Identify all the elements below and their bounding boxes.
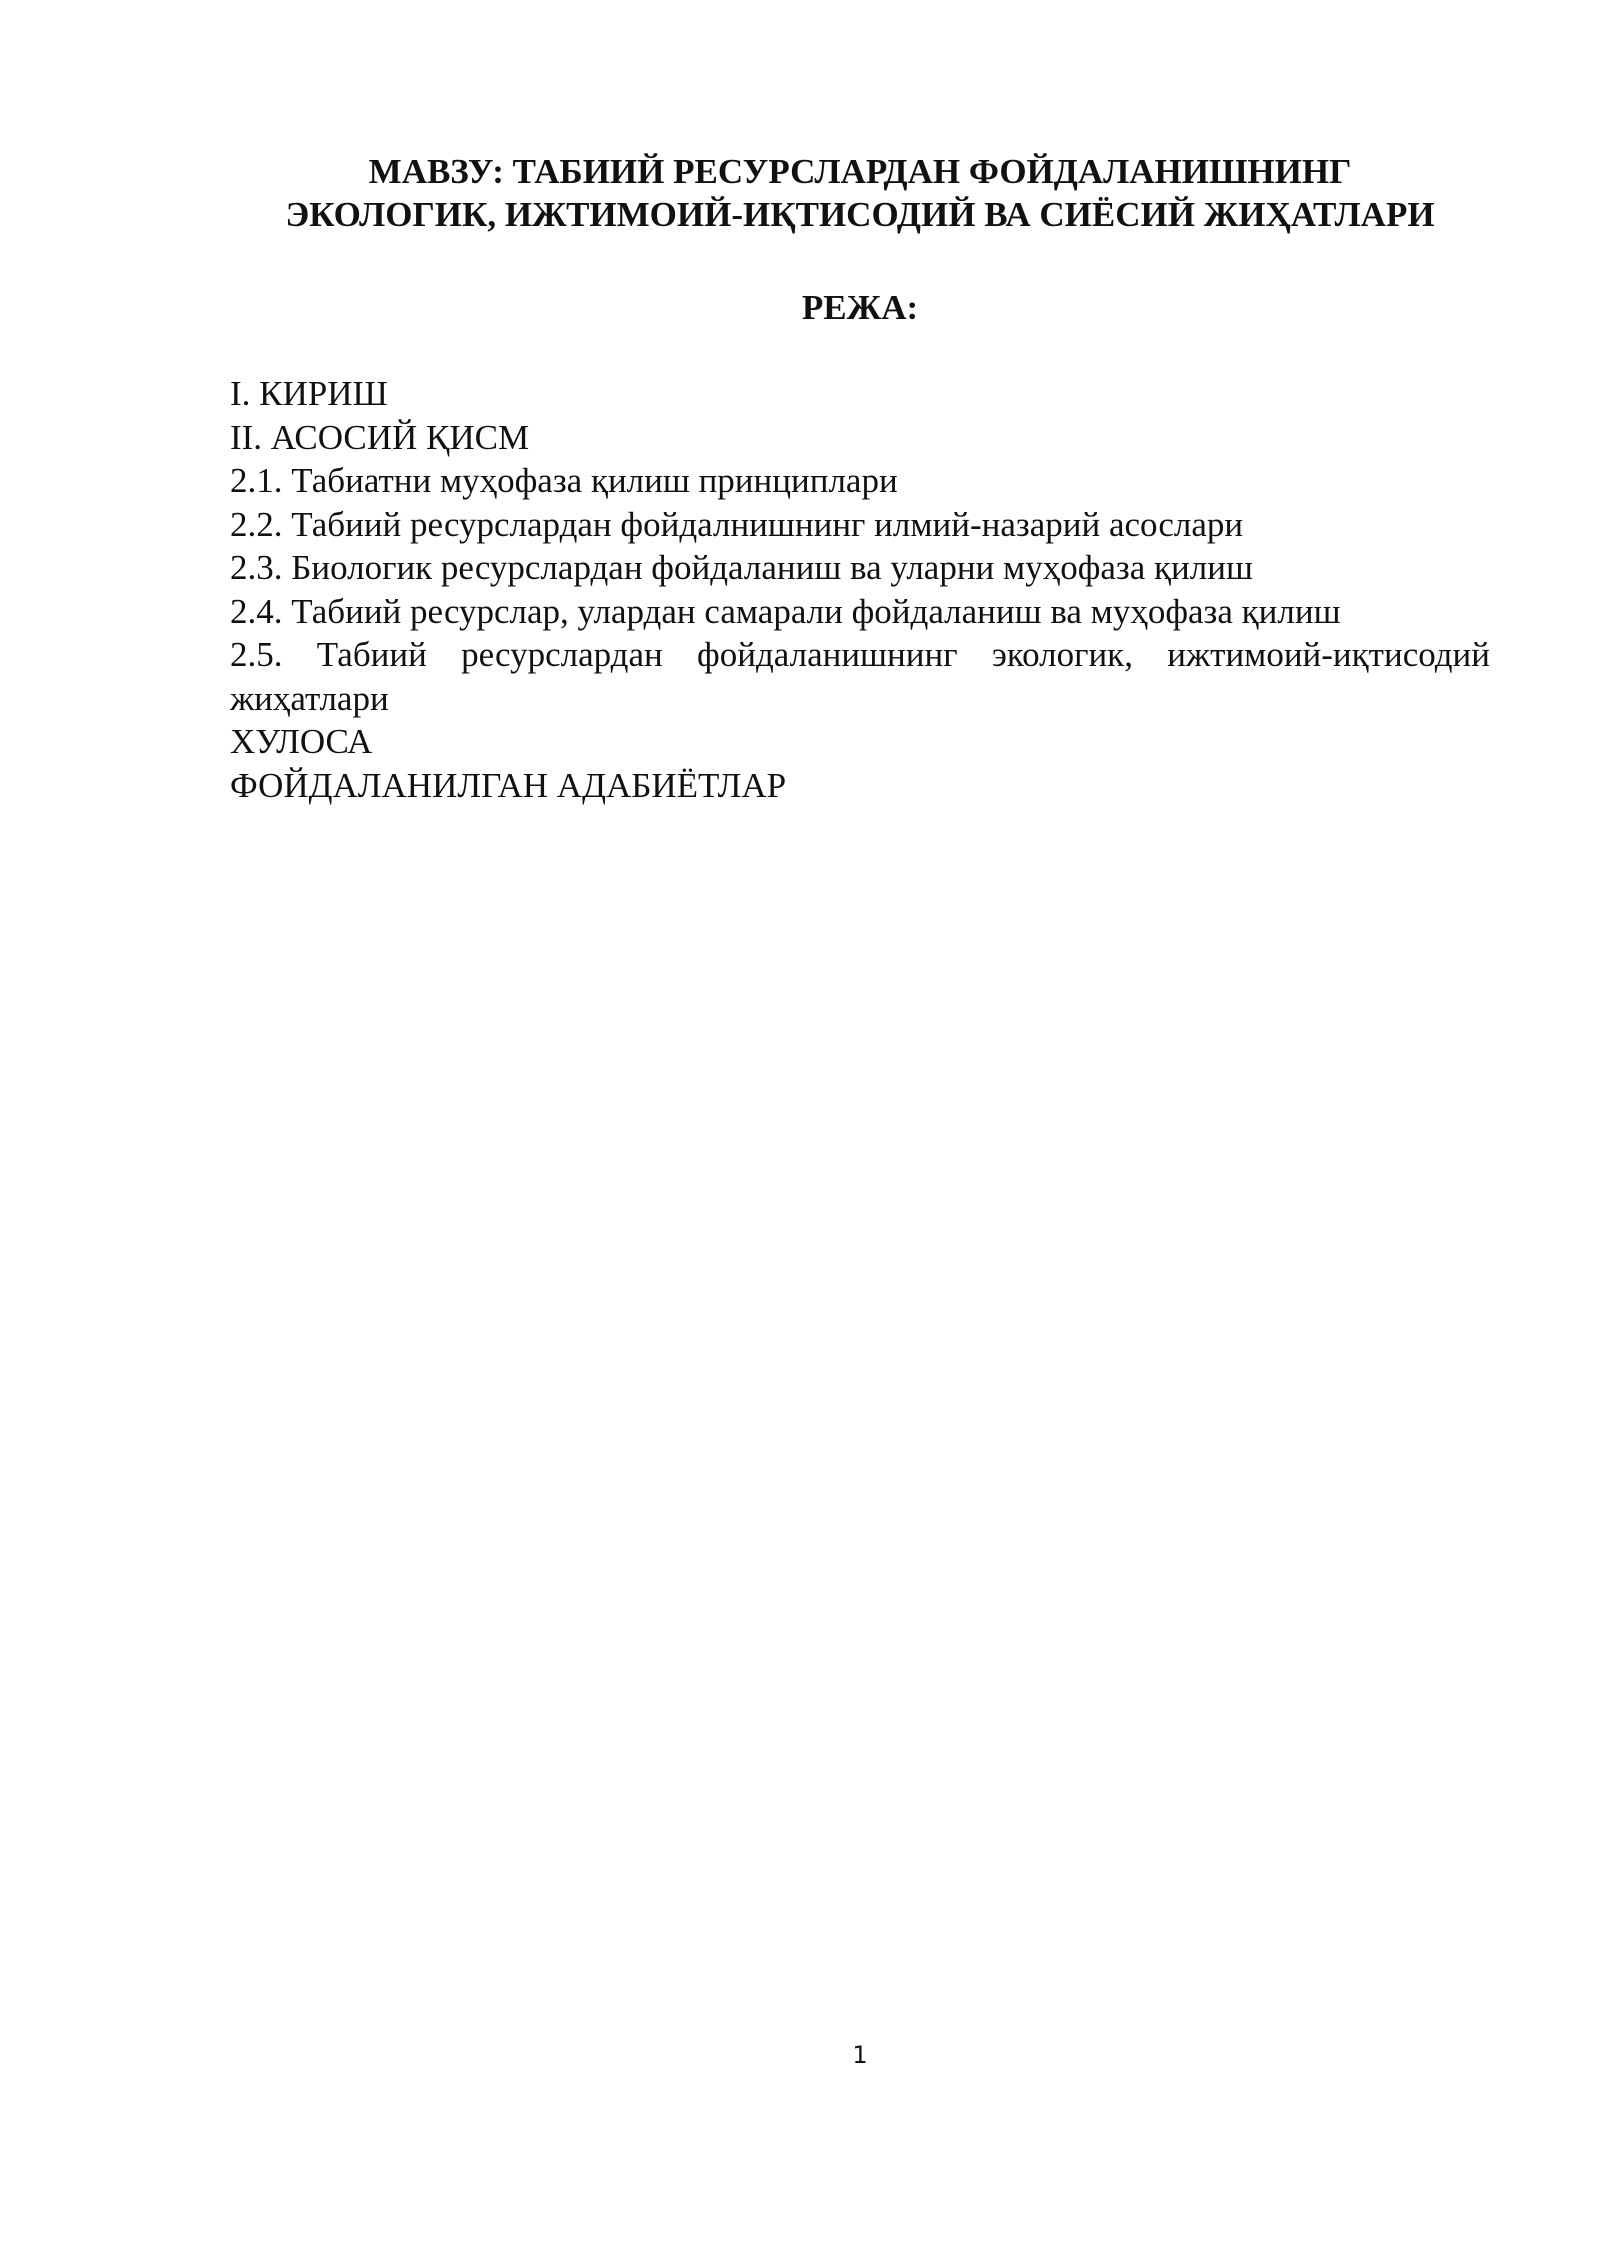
plan-item: ФОЙДАЛАНИЛГАН АДАБИЁТЛАР: [230, 765, 787, 805]
plan-item: 2.3. Биологик ресурслардан фойдаланиш ва уларни муҳофаза қилиш: [230, 548, 1253, 587]
plan-item: 2.1. Табиатни муҳофаза қилиш принциплари: [230, 461, 898, 500]
plan-item: I. КИРИШ: [230, 374, 388, 413]
plan-item: 2.5. Табиий ресурслардан фойдаланишнинг экологик, ижтимоий-иқтисодий жиҳатлари: [230, 635, 1490, 718]
plan-heading: РЕЖА:: [801, 288, 919, 327]
plan-item: ХУЛОСА: [230, 722, 373, 761]
plan-list: [230, 372, 1490, 807]
plan-item: 2.2. Табиий ресурслардан фойдалнишнинг илмий-назарий асослари: [230, 504, 1244, 544]
page-number: 1: [852, 2041, 868, 2069]
plan-item: II. АСОСИЙ ҚИСМ: [230, 417, 530, 457]
document-title: [200, 150, 1520, 236]
title-line-2: ЭКОЛОГИК, ИЖТИМОИЙ-ИҚТИСОДИЙ ВА СИЁСИЙ ЖИҲАТЛАРИ: [285, 195, 1435, 234]
plan-item: 2.4. Табиий ресурслар, улардан самарали фойдаланиш ва муҳофаза қилиш: [230, 591, 1341, 631]
title-line-1: МАВЗУ: ТАБИИЙ РЕСУРСЛАРДАН ФОЙДАЛАНИШНИНГ: [368, 152, 1352, 191]
